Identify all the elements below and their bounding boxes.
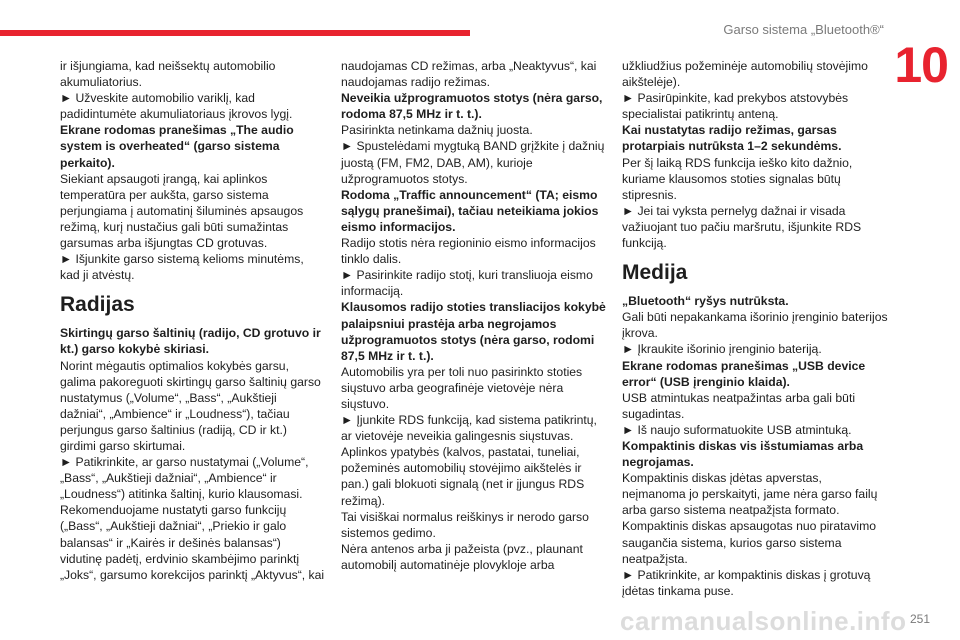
paragraph: ► Įkraukite išorinio įrenginio bateriją.: [622, 342, 822, 357]
paragraph: Per šį laiką RDS funkcija ieško kito dažnio, kuriame klausomos stoties signalas būtų stipresnis.: [622, 155, 853, 202]
paragraph: ► Patikrinkite, ar kompaktinis diskas į grotuvą įdėtas tinkama puse.: [622, 567, 871, 598]
header-accent-bar: [0, 30, 470, 36]
watermark: carmanualsonline.info: [620, 606, 907, 636]
text-column-3: [622, 58, 888, 599]
paragraph: ► Užveskite automobilio variklį, kad padidintumėte akumuliatoriaus įkrovos lygį.: [60, 91, 293, 122]
paragraph: ► Pasirinkite radijo stotį, kuri transliuoja eismo informaciją.: [341, 268, 593, 299]
paragraph: Kompaktinis diskas apsaugotas nuo piratavimo saugančia sistema, kurios garso sistema neatpažįsta.: [622, 519, 877, 566]
problem-statement: Kompaktinis diskas vis išstumiamas arba negrojamas.: [622, 438, 864, 470]
problem-statement: Klausomos radijo stoties transliacijos kokybė palaipsniui prastėja arba negrojamos užprogramuotos stotys (nėra garso, rodomi 87,5 MHz ir t. t.).: [341, 300, 606, 363]
paragraph: Siekiant apsaugoti įrangą, kai aplinkos temperatūra per aukšta, garso sistema perjungiama į automatinį šiluminės apsaugos režimą, kurį nustačius gali būti sumažintas garsumas arba išjungtas CD grotuvas.: [60, 171, 304, 251]
problem-statement: Kai nustatytas radijo režimas, garsas protarpiais nutrūksta 1–2 sekundėms.: [622, 123, 842, 154]
text-column-2: [341, 58, 607, 573]
paragraph: Norint mėgautis optimalios kokybės garsu, galima pakoreguoti skirtingų garso šaltinių garso nustatymus („Volume“, „Bass“, „Aukštieji dažniai“, „Ambience“ ir „Loudness“), tačiau perjungus garso šaltinius (radiją, CD ir kt.) girdimi garso skirtumai.: [60, 358, 321, 453]
paragraph: Radijo stotis nėra regioninio eismo informacijos tinklo dalis.: [341, 236, 596, 267]
paragraph: ► Iš naujo suformatuokite USB atmintuką.: [622, 422, 852, 437]
paragraph: Pasirinkta netinkama dažnių juosta.: [341, 123, 533, 138]
paragraph: Kompaktinis diskas įdėtas apverstas, neįmanoma jo perskaityti, jame nėra garso failų arba garso sistema neatpažįsta formato.: [622, 471, 878, 518]
paragraph: ► Patikrinkite, ar garso nustatymai („Volume“, „Bass“, „Aukštieji dažniai“, „Ambience“ ir „Loudness“) atitinka šaltinį, kurio klausomasi. Rekomenduojame nustatyti garso funkcijų („Bass“, „Aukštieji dažniai“, „Priekio ir galo balansas“ ir „Kairės ir dešinės balansas“) vidutinę padėtį, erdvinio skambėjimo parinktį „Joks“, garsumo korekcijos parinktį „Aktyvus“, kai: [60, 455, 325, 582]
chapter-number: 10: [894, 37, 948, 93]
problem-statement: Ekrane rodomas pranešimas „USB device error“ (USB įrenginio klaida).: [622, 358, 866, 389]
text-column-1: [60, 58, 326, 583]
paragraph: Tai visiškai normalus reiškinys ir nerodo garso sistemos gedimo.: [341, 509, 589, 540]
problem-statement: Skirtingų garso šaltinių (radijo, CD grotuvo ir kt.) garso kokybė skiriasi.: [60, 326, 321, 357]
paragraph: ► Išjunkite garso sistemą kelioms minutėms, kad ji atvėstų.: [60, 252, 304, 283]
paragraph: Automobilis yra per toli nuo pasirinkto stoties siųstuvo arba geografinėje vietovėje nėra siųstuvo.: [341, 364, 583, 411]
paragraph: ir išjungiama, kad neišsektų automobilio akumuliatorius.: [60, 59, 276, 90]
section-heading: Medija: [622, 261, 688, 285]
paragraph: Gali būti nepakankama išorinio įrenginio baterijos įkrova.: [622, 310, 888, 341]
problem-statement: „Bluetooth“ ryšys nutrūksta.: [622, 294, 789, 309]
paragraph: ► Įjunkite RDS funkciją, kad sistema patikrintų, ar vietovėje neveikia galingesnis siųstuvas.: [341, 413, 597, 444]
paragraph: ► Jei tai vyksta pernelyg dažnai ir visada važiuojant tuo pačiu maršrutu, išjunkite RDS funkciją.: [622, 203, 862, 251]
section-heading: Radijas: [60, 293, 135, 317]
paragraph: ► Spustelėdami mygtuką BAND grįžkite į dažnių juostą (FM, FM2, DAB, AM), kurioje užprogramuotos stotys.: [341, 139, 605, 186]
paragraph: USB atmintukas neatpažintas arba gali būti sugadintas.: [622, 390, 856, 421]
paragraph: ► Pasirūpinkite, kad prekybos atstovybės specialistai patikrintų anteną.: [622, 91, 849, 122]
paragraph: užkliudžius požeminėje automobilių stovėjimo aikštelėje).: [622, 59, 868, 90]
problem-statement: Rodoma „Traffic announcement“ (TA; eismo sąlygų pranešimai), tačiau neteikiama jokios eismo informacijos.: [341, 187, 599, 234]
section-title: Garso sistema „Bluetooth®“: [723, 22, 884, 37]
paragraph: Aplinkos ypatybės (kalvos, pastatai, tuneliai, požeminės automobilių stovėjimo aikštelės ir pan.) gali blokuoti signalą (net ir įjungus RDS režimą).: [341, 445, 585, 508]
problem-statement: Ekrane rodomas pranešimas „The audio system is overheated“ (garso sistema perkaito).: [60, 123, 294, 170]
paragraph: Nėra antenos arba ji pažeista (pvz., plaunant automobilį automatinėje plovykloje arba: [341, 541, 583, 572]
problem-statement: Neveikia užprogramuotos stotys (nėra garso, rodoma 87,5 MHz ir t. t.).: [341, 91, 603, 122]
page-number: 251: [909, 612, 930, 626]
paragraph: naudojamas CD režimas, arba „Neaktyvus“, kai naudojamas radijo režimas.: [341, 59, 597, 90]
